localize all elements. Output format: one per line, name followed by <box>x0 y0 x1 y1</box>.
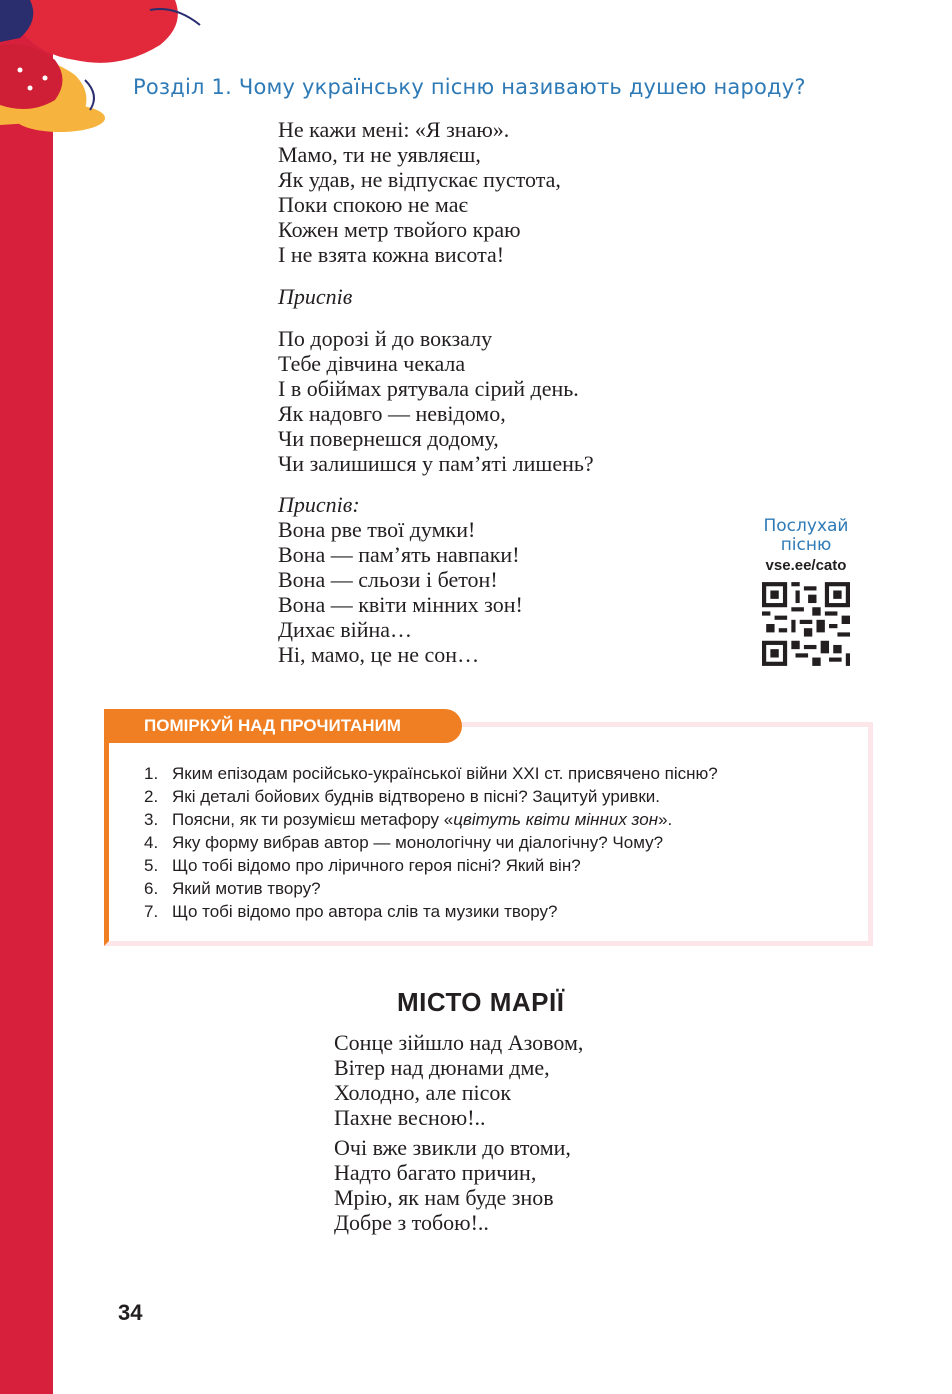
poem-line: Вона — сльози і бетон! <box>278 567 498 592</box>
poem-line: І в обіймах рятувала сірий день. <box>278 376 579 401</box>
qr-code-icon[interactable] <box>762 582 850 666</box>
poem-line: Холодно, але пісок <box>334 1080 512 1105</box>
song-stanza-2 <box>334 1135 571 1235</box>
think-section-title: ПОМІРКУЙ НАД ПРОЧИТАНИМ <box>104 709 462 743</box>
poem-stanza-3 <box>278 517 523 667</box>
poem-line: Мамо, ти не уявляєш, <box>278 142 481 167</box>
poem-line: Вона рве твої думки! <box>278 517 476 542</box>
question-item: 4. Яку форму вибрав автор — монологічну чи діалогічну? Чому? <box>144 833 664 852</box>
poem-line: Вона — квіти мінних зон! <box>278 592 523 617</box>
poem-line: Не кажи мені: «Я знаю». <box>278 117 510 142</box>
seed-dot <box>43 76 48 81</box>
seed-dot <box>28 86 33 91</box>
question-item: 3. Поясни, як ти розумієш метафору «цвітуть квіти мінних зон». <box>144 810 673 829</box>
song-title: МІСТО МАРІЇ <box>397 987 565 1017</box>
poem-line: По дорозі й до вокзалу <box>278 326 493 351</box>
listen-title-2: пісню <box>780 535 832 555</box>
poem-line: Очі вже звикли до втоми, <box>334 1135 571 1160</box>
left-red-band <box>0 0 53 1394</box>
poem-line: Добре з тобою!.. <box>334 1210 489 1235</box>
question-item: 2. Які деталі бойових буднів відтворено в пісні? Зацитуй уривки. <box>144 787 660 806</box>
poem-stanza-2 <box>278 326 594 476</box>
question-item: 1. Яким епізодам російсько-української війни XXI ст. присвячено пісню? <box>144 764 718 783</box>
seed-dot <box>18 68 23 73</box>
poem-line: Надто багато причин, <box>334 1160 537 1185</box>
poem-line: Вона — пам’ять навпаки! <box>278 542 520 567</box>
question-item: 5. Що тобі відомо про ліричного героя пісні? Який він? <box>144 856 581 875</box>
song-stanza-1 <box>334 1030 583 1130</box>
poem-stanza-1 <box>278 117 561 267</box>
question-item: 7. Що тобі відомо про автора слів та музики твору? <box>144 902 558 921</box>
poem-line: Вітер над дюнами дме, <box>334 1055 550 1080</box>
decorative-flowers-illustration <box>0 0 210 135</box>
page-number: 34 <box>118 1300 143 1325</box>
poem-line: Як надовго — невідомо, <box>278 401 506 426</box>
poem-line: Поки спокою не має <box>278 192 468 217</box>
refrain-label: Приспів <box>278 284 353 309</box>
poem-line: Як удав, не відпускає пустота, <box>278 167 561 192</box>
refrain-label: Приспів: <box>278 492 360 517</box>
poem-line: Кожен метр твойого краю <box>278 217 521 242</box>
poem-line: Мрію, як нам буде знов <box>334 1185 554 1210</box>
poem-line: Чи повернешся додому, <box>278 426 499 451</box>
poem-line: Пахне весною!.. <box>334 1105 486 1130</box>
poem-line: Тебе дівчина чекала <box>278 351 466 376</box>
poem-line: Чи залишишся у пам’яті лишень? <box>278 451 594 476</box>
listen-title: Послухай <box>763 516 849 536</box>
questions-list <box>144 762 718 923</box>
listen-song-block[interactable] <box>752 517 860 666</box>
poem-line: Ні, мамо, це не сон… <box>278 642 480 667</box>
poem-line: Сонце зійшло над Азовом, <box>334 1030 584 1055</box>
poem-line: Дихає війна… <box>278 617 413 642</box>
question-item: 6. Який мотив твору? <box>144 879 321 898</box>
poem-line: І не взята кожна висота! <box>278 242 505 267</box>
listen-url-link[interactable]: vse.ee/cato <box>765 557 847 574</box>
chapter-header: Розділ 1. Чому українську пісню називають душею народу? <box>133 75 806 99</box>
curl-line-2 <box>85 80 94 110</box>
metaphor-quote: цвітуть квіти мінних зон <box>453 810 659 829</box>
